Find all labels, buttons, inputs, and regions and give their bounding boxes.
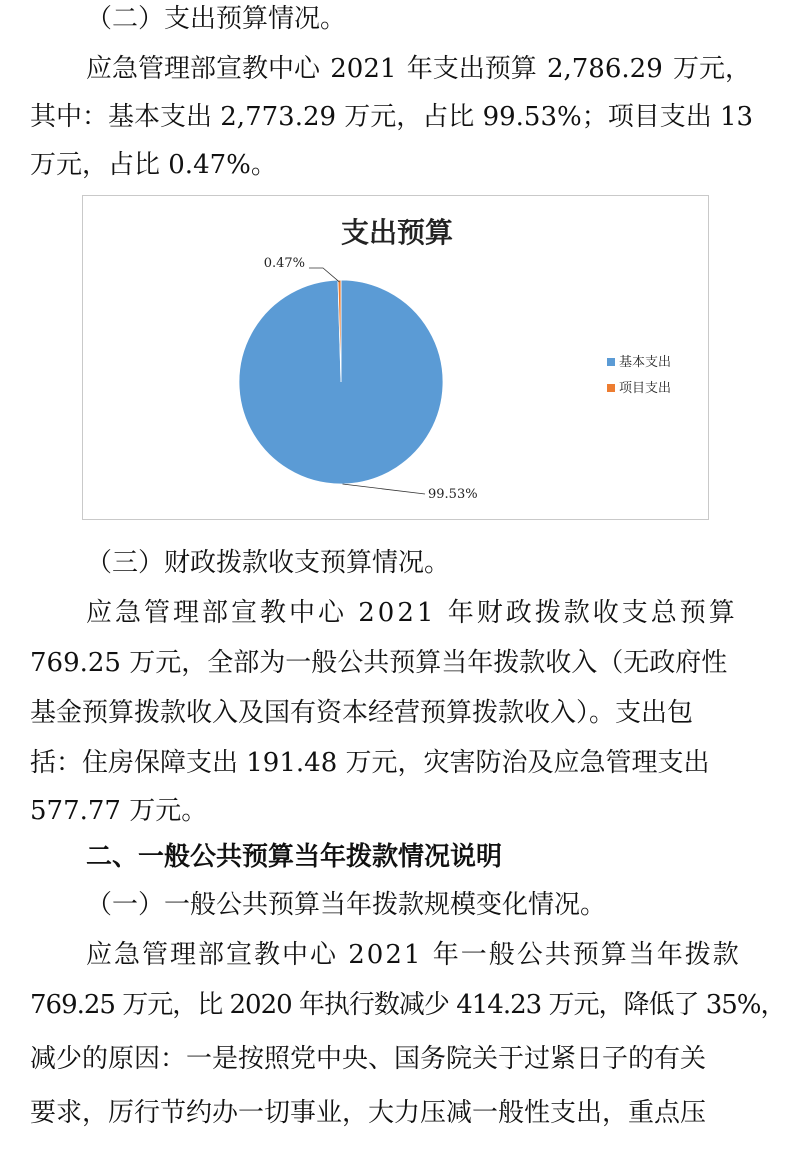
paragraph-line: 要求，厉行节约办一切事业，大力压减一般性支出，重点压: [30, 1098, 707, 1128]
legend-label: 基本支出: [619, 355, 672, 370]
paragraph-line: 769.25 万元，比 2020 年执行数减少 414.23 万元，降低了 35%，: [30, 990, 786, 1020]
legend-swatch: [607, 384, 615, 392]
data-label-project-expenditure: 0.47%: [263, 256, 305, 271]
expenditure-pie-chart: [82, 195, 709, 520]
paragraph-line: 应急管理部宣教中心 2021 年一般公共预算当年拨款: [86, 940, 741, 970]
paragraph-line: 应急管理部宣教中心 2021 年支出预算 2,786.29 万元，: [86, 54, 752, 84]
paragraph-line: 减少的原因：一是按照党中央、国务院关于过紧日子的有关: [30, 1044, 707, 1074]
paragraph-line: 万元，占比 0.47%。: [30, 150, 277, 180]
chart-legend: [607, 354, 671, 396]
data-label-basic-expenditure-leader-line: [343, 484, 425, 494]
paragraph-line: 577.77 万元。: [30, 796, 208, 826]
paragraph-line: 基金预算拨款收入及国有资本经营预算拨款收入）。支出包: [30, 698, 694, 728]
paragraph-line: 其中：基本支出 2,773.29 万元，占比 99.53%；项目支出 13: [30, 102, 754, 132]
section-heading-scale-change: （一）一般公共预算当年拨款规模变化情况。: [86, 890, 607, 920]
section-heading-fiscal-appropriation: （三）财政拨款收支预算情况。: [86, 548, 451, 578]
data-label-basic-expenditure: 99.53%: [428, 487, 478, 502]
paragraph-line: 括：住房保障支出 191.48 万元，灾害防治及应急管理支出: [30, 748, 710, 778]
legend-label: 项目支出: [619, 381, 672, 396]
chart-title: 支出预算: [340, 216, 454, 249]
paragraph-line: 应急管理部宣教中心 2021 年财政拨款收支总预算: [86, 598, 738, 628]
pie-slices: [239, 280, 443, 484]
pie-chart-svg: [83, 196, 708, 519]
legend-swatch: [607, 358, 615, 366]
paragraph-line: 769.25 万元，全部为一般公共预算当年拨款收入（无政府性: [30, 648, 728, 678]
section-heading-expenditure-budget: （二）支出预算情况。: [86, 4, 347, 34]
chapter-heading: 二、一般公共预算当年拨款情况说明: [86, 842, 503, 872]
